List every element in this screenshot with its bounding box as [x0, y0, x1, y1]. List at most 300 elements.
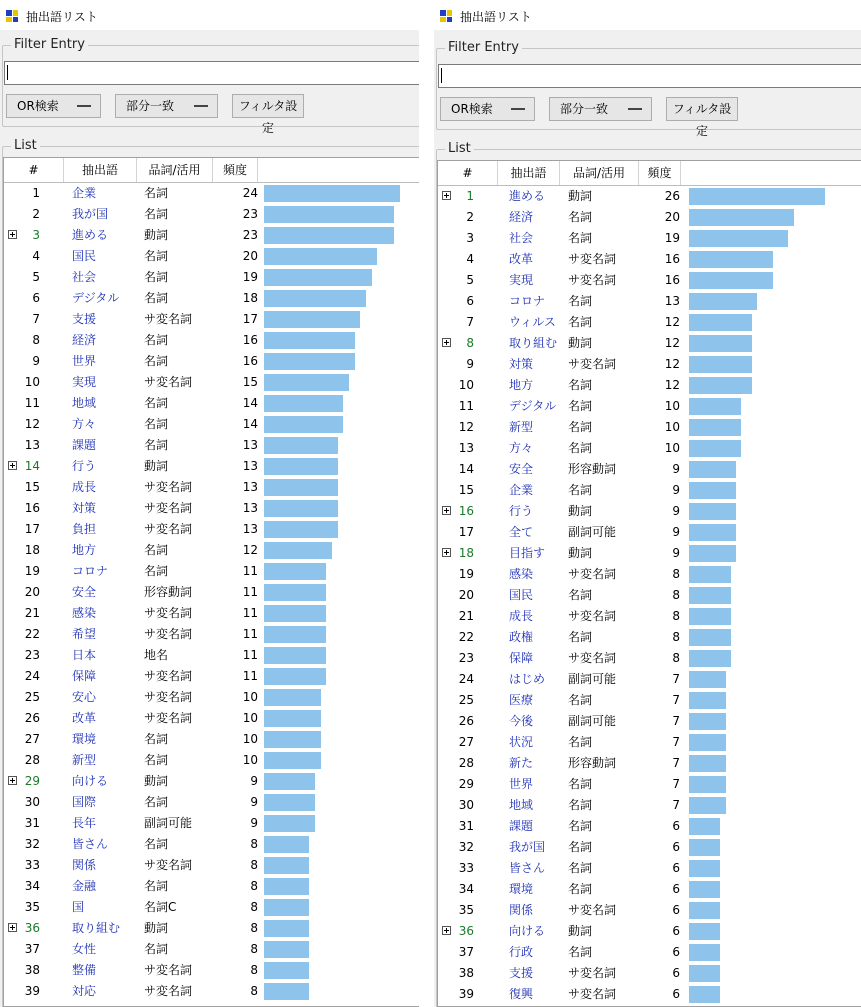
table-row[interactable]	[4, 603, 419, 624]
row-word: 対応	[72, 984, 97, 998]
table-row[interactable]	[438, 585, 861, 606]
match-mode-label: 部分一致	[560, 102, 609, 116]
frequency-bar	[264, 563, 326, 580]
table-row[interactable]	[438, 228, 861, 249]
row-number: 3	[466, 231, 474, 245]
filter-entry-label: Filter Entry	[445, 40, 522, 55]
frequency-bar	[689, 923, 720, 940]
table-row[interactable]	[438, 690, 861, 711]
row-frequency: 13	[242, 438, 258, 452]
row-number: 21	[458, 609, 474, 623]
row-number: 34	[24, 879, 40, 893]
frequency-bar	[264, 689, 321, 706]
table-row[interactable]	[4, 561, 419, 582]
frequency-bar	[264, 500, 338, 517]
row-number: 10	[458, 378, 474, 392]
row-word: 新型	[72, 753, 97, 767]
dropdown-indicator-icon	[77, 105, 91, 107]
frequency-bar	[264, 773, 315, 790]
col-header-word[interactable]: 抽出語	[498, 161, 560, 185]
table-row[interactable]	[4, 498, 419, 519]
row-word: 進める	[509, 189, 546, 203]
frequency-bar	[264, 962, 309, 979]
row-number: 37	[24, 942, 40, 956]
row-number: 24	[458, 672, 474, 686]
row-number: 1	[32, 186, 40, 200]
table-row[interactable]	[4, 519, 419, 540]
row-frequency: 20	[664, 210, 680, 224]
row-pos: 動詞	[568, 504, 593, 518]
frequency-bar	[264, 458, 338, 475]
frequency-bar	[264, 185, 400, 202]
row-number: 12	[458, 420, 474, 434]
row-pos: 名詞	[568, 588, 593, 602]
frequency-bar	[264, 941, 309, 958]
table-row[interactable]	[438, 396, 861, 417]
table-row[interactable]	[438, 417, 861, 438]
row-number: 11	[24, 396, 40, 410]
frequency-bar	[689, 587, 731, 604]
frequency-bar	[689, 188, 825, 205]
match-mode-dropdown[interactable]	[549, 97, 652, 121]
row-pos: サ変名詞	[568, 651, 617, 665]
row-frequency: 18	[242, 291, 258, 305]
row-frequency: 6	[672, 987, 680, 1001]
table-header	[438, 161, 861, 186]
row-word: 目指す	[509, 546, 546, 560]
table-row[interactable]	[438, 669, 861, 690]
table-row[interactable]	[4, 666, 419, 687]
row-number: 13	[24, 438, 40, 452]
table-row[interactable]	[438, 249, 861, 270]
row-frequency: 6	[672, 819, 680, 833]
table-row[interactable]	[4, 687, 419, 708]
col-header-freq[interactable]: 頻度	[213, 158, 258, 182]
table-row[interactable]	[438, 207, 861, 228]
row-word: 企業	[72, 186, 97, 200]
frequency-bar	[689, 986, 720, 1003]
row-pos: 名詞	[144, 438, 169, 452]
frequency-bar	[264, 920, 309, 937]
match-mode-label: 部分一致	[126, 99, 175, 113]
table-row[interactable]	[438, 564, 861, 585]
search-mode-dropdown[interactable]	[440, 97, 535, 121]
row-word: 我が国	[509, 840, 546, 854]
filter-entry-label: Filter Entry	[11, 37, 88, 52]
table-row[interactable]	[438, 732, 861, 753]
table-row[interactable]	[438, 858, 861, 879]
row-word: 皆さん	[72, 837, 109, 851]
dropdown-indicator-icon	[511, 108, 525, 110]
table-row[interactable]	[4, 939, 419, 960]
table-row[interactable]	[4, 792, 419, 813]
table-row[interactable]	[438, 900, 861, 921]
row-word: 世界	[72, 354, 97, 368]
table-row[interactable]	[438, 963, 861, 984]
frequency-bar	[264, 353, 355, 370]
table-row[interactable]	[438, 522, 861, 543]
row-frequency: 9	[672, 546, 680, 560]
table-row[interactable]	[4, 540, 419, 561]
row-number: 35	[24, 900, 40, 914]
table-row[interactable]	[4, 393, 419, 414]
filter-settings-button[interactable]: フィルタ設定	[666, 97, 738, 121]
frequency-bar	[689, 860, 720, 877]
table-row[interactable]	[438, 837, 861, 858]
row-word: 改革	[72, 711, 97, 725]
row-pos: サ変名詞	[144, 690, 193, 704]
match-mode-dropdown[interactable]	[115, 94, 218, 118]
row-frequency: 9	[250, 795, 258, 809]
col-header-pos[interactable]: 品詞/活用	[137, 158, 213, 182]
col-header-word[interactable]: 抽出語	[64, 158, 137, 182]
table-row[interactable]	[4, 918, 419, 939]
row-number: 1	[466, 189, 474, 203]
window-title: 抽出語リスト	[26, 10, 98, 24]
row-word: 安全	[72, 585, 97, 599]
row-frequency: 8	[672, 651, 680, 665]
row-pos: 名詞	[144, 417, 169, 431]
row-word: デジタル	[72, 291, 120, 305]
row-frequency: 12	[242, 543, 258, 557]
row-frequency: 26	[664, 189, 680, 203]
table-row[interactable]	[4, 960, 419, 981]
table-row[interactable]	[4, 582, 419, 603]
row-number: 7	[466, 315, 474, 329]
table-row[interactable]	[4, 477, 419, 498]
table-row[interactable]	[438, 627, 861, 648]
row-word: 経済	[72, 333, 97, 347]
row-number: 28	[458, 756, 474, 770]
frequency-bar	[264, 311, 360, 328]
row-pos: 名詞	[144, 543, 169, 557]
frequency-bar	[689, 902, 720, 919]
table-row[interactable]	[438, 438, 861, 459]
row-word: 対策	[72, 501, 97, 515]
frequency-bar	[264, 752, 321, 769]
row-frequency: 10	[664, 420, 680, 434]
row-number: 17	[458, 525, 474, 539]
row-pos: 名詞	[144, 249, 169, 263]
frequency-bar	[264, 668, 326, 685]
frequency-bar	[264, 437, 338, 454]
frequency-bar	[689, 650, 731, 667]
frequency-bar	[689, 965, 720, 982]
row-frequency: 16	[242, 354, 258, 368]
table-row[interactable]	[4, 456, 419, 477]
row-pos: サ変名詞	[144, 669, 193, 683]
table-row[interactable]	[4, 876, 419, 897]
frequency-bar	[689, 881, 720, 898]
row-word: 日本	[72, 648, 97, 662]
row-word: 取り組む	[509, 336, 558, 350]
row-word: 成長	[72, 480, 97, 494]
row-frequency: 10	[664, 441, 680, 455]
table-row[interactable]	[438, 291, 861, 312]
frequency-bar	[264, 899, 309, 916]
table-row[interactable]	[438, 921, 861, 942]
row-word: 方々	[72, 417, 97, 431]
row-number: 35	[458, 903, 474, 917]
row-pos: 名詞	[568, 882, 593, 896]
row-pos: 名詞	[144, 291, 169, 305]
table-row[interactable]	[4, 771, 419, 792]
table-row[interactable]	[4, 225, 419, 246]
row-number: 18	[458, 546, 474, 560]
filter-settings-button[interactable]: フィルタ設定	[232, 94, 304, 118]
row-pos: 名詞	[568, 693, 593, 707]
row-word: 負担	[72, 522, 97, 536]
row-frequency: 11	[242, 606, 258, 620]
frequency-bar	[264, 521, 338, 538]
row-pos: 名詞	[144, 396, 169, 410]
table-row[interactable]	[4, 351, 419, 372]
row-number: 14	[458, 462, 474, 476]
frequency-bar	[264, 647, 326, 664]
row-word: 環境	[509, 882, 534, 896]
row-pos: 名詞	[144, 732, 169, 746]
row-pos: サ変名詞	[144, 984, 193, 998]
table-row[interactable]	[438, 942, 861, 963]
table-row[interactable]	[4, 855, 419, 876]
table-row[interactable]	[438, 543, 861, 564]
table-row[interactable]	[4, 708, 419, 729]
row-pos: サ変名詞	[568, 252, 617, 266]
table-body	[4, 183, 419, 1002]
word-list-window-left	[0, 0, 419, 1007]
row-pos: 副詞可能	[144, 816, 193, 830]
frequency-bar	[264, 416, 343, 433]
col-header-number[interactable]: #	[4, 158, 64, 182]
col-header-pos[interactable]: 品詞/活用	[560, 161, 639, 185]
row-frequency: 11	[242, 648, 258, 662]
table-row[interactable]	[438, 375, 861, 396]
table-row[interactable]	[4, 729, 419, 750]
row-frequency: 13	[242, 522, 258, 536]
row-pos: 名詞	[568, 945, 593, 959]
row-number: 29	[24, 774, 40, 788]
row-word: 環境	[72, 732, 97, 746]
table-row[interactable]	[438, 501, 861, 522]
row-number: 37	[458, 945, 474, 959]
table-row[interactable]	[4, 288, 419, 309]
table-row[interactable]	[438, 186, 861, 207]
row-number: 38	[458, 966, 474, 980]
table-row[interactable]	[4, 981, 419, 1002]
col-header-freq[interactable]: 頻度	[639, 161, 681, 185]
table-row[interactable]	[438, 795, 861, 816]
table-row[interactable]	[4, 372, 419, 393]
row-pos: 名詞	[568, 294, 593, 308]
frequency-bar	[264, 710, 321, 727]
table-row[interactable]	[438, 312, 861, 333]
row-frequency: 8	[250, 942, 258, 956]
row-pos: 動詞	[568, 336, 593, 350]
row-frequency: 6	[672, 840, 680, 854]
frequency-bar	[689, 944, 720, 961]
row-frequency: 23	[242, 228, 258, 242]
row-number: 36	[24, 921, 40, 935]
frequency-bar	[264, 248, 377, 265]
col-header-number[interactable]: #	[438, 161, 498, 185]
row-number: 14	[24, 459, 40, 473]
table-row[interactable]	[438, 480, 861, 501]
app-grid-icon	[6, 10, 18, 22]
table-row[interactable]	[4, 435, 419, 456]
row-number: 18	[24, 543, 40, 557]
row-number: 25	[458, 693, 474, 707]
table-row[interactable]	[438, 459, 861, 480]
row-word: 金融	[72, 879, 97, 893]
row-number: 32	[24, 837, 40, 851]
row-frequency: 9	[672, 462, 680, 476]
table-row[interactable]	[438, 354, 861, 375]
frequency-bar	[689, 545, 736, 562]
table-row[interactable]	[4, 834, 419, 855]
row-frequency: 6	[672, 924, 680, 938]
row-pos: 名詞	[144, 354, 169, 368]
row-pos: 名詞	[144, 186, 169, 200]
table-row[interactable]	[4, 897, 419, 918]
row-word: 経済	[509, 210, 534, 224]
row-pos: 動詞	[568, 924, 593, 938]
dropdown-indicator-icon	[628, 108, 642, 110]
row-frequency: 13	[242, 459, 258, 473]
frequency-bar	[689, 314, 752, 331]
row-number: 21	[24, 606, 40, 620]
row-pos: 動詞	[568, 189, 593, 203]
table-row[interactable]	[438, 606, 861, 627]
table-row[interactable]	[4, 204, 419, 225]
row-number: 31	[458, 819, 474, 833]
row-number: 32	[458, 840, 474, 854]
filter-input[interactable]	[4, 61, 419, 85]
row-number: 30	[24, 795, 40, 809]
row-frequency: 10	[242, 753, 258, 767]
table-row[interactable]	[4, 246, 419, 267]
word-list-table[interactable]	[3, 157, 419, 1007]
word-list-table[interactable]	[437, 160, 861, 1007]
row-frequency: 7	[672, 756, 680, 770]
row-frequency: 12	[664, 357, 680, 371]
row-frequency: 6	[672, 903, 680, 917]
row-frequency: 13	[242, 480, 258, 494]
text-caret	[441, 68, 442, 83]
dropdown-indicator-icon	[194, 105, 208, 107]
frequency-bar	[264, 857, 309, 874]
row-pos: 名詞	[144, 564, 169, 578]
table-row[interactable]	[4, 267, 419, 288]
table-row[interactable]	[438, 774, 861, 795]
filter-input[interactable]	[438, 64, 861, 88]
row-frequency: 8	[250, 963, 258, 977]
row-word: 保障	[72, 669, 97, 683]
row-word: 新た	[509, 756, 534, 770]
row-number: 34	[458, 882, 474, 896]
row-number: 5	[32, 270, 40, 284]
table-row[interactable]	[4, 309, 419, 330]
row-pos: 名詞	[568, 483, 593, 497]
row-number: 23	[458, 651, 474, 665]
table-row[interactable]	[4, 645, 419, 666]
row-word: コロナ	[509, 294, 546, 308]
row-number: 36	[458, 924, 474, 938]
row-number: 20	[458, 588, 474, 602]
row-pos: 名詞	[568, 399, 593, 413]
table-row[interactable]	[4, 813, 419, 834]
row-word: 整備	[72, 963, 97, 977]
row-number: 38	[24, 963, 40, 977]
row-number: 4	[466, 252, 474, 266]
table-row[interactable]	[438, 711, 861, 732]
row-frequency: 7	[672, 735, 680, 749]
row-pos: 名詞	[568, 210, 593, 224]
row-pos: サ変名詞	[144, 963, 193, 977]
row-pos: 名詞	[568, 735, 593, 749]
frequency-bar	[264, 983, 309, 1000]
row-number: 33	[458, 861, 474, 875]
row-frequency: 7	[672, 714, 680, 728]
table-header	[4, 158, 419, 183]
row-pos: サ変名詞	[144, 312, 193, 326]
frequency-bar	[689, 629, 731, 646]
table-body	[438, 186, 861, 1005]
table-row[interactable]	[438, 648, 861, 669]
search-mode-dropdown[interactable]	[6, 94, 101, 118]
row-number: 15	[458, 483, 474, 497]
table-row[interactable]	[4, 414, 419, 435]
row-pos: サ変名詞	[144, 627, 193, 641]
table-row[interactable]	[4, 750, 419, 771]
row-frequency: 11	[242, 627, 258, 641]
frequency-bar	[264, 227, 394, 244]
row-frequency: 8	[250, 837, 258, 851]
row-pos: 名詞	[144, 270, 169, 284]
table-row[interactable]	[438, 984, 861, 1005]
row-number: 3	[32, 228, 40, 242]
row-frequency: 20	[242, 249, 258, 263]
row-number: 28	[24, 753, 40, 767]
row-pos: 名詞	[144, 207, 169, 221]
list-label: List	[445, 141, 474, 156]
row-frequency: 13	[664, 294, 680, 308]
row-pos: サ変名詞	[568, 273, 617, 287]
search-mode-label: OR検索	[451, 102, 493, 116]
table-row[interactable]	[4, 330, 419, 351]
row-frequency: 19	[664, 231, 680, 245]
row-number: 2	[32, 207, 40, 221]
table-row[interactable]	[438, 333, 861, 354]
table-row[interactable]	[438, 753, 861, 774]
table-row[interactable]	[438, 816, 861, 837]
row-frequency: 19	[242, 270, 258, 284]
row-number: 4	[32, 249, 40, 263]
row-word: 関係	[509, 903, 534, 917]
row-number: 17	[24, 522, 40, 536]
table-row[interactable]	[438, 270, 861, 291]
row-number: 10	[24, 375, 40, 389]
row-number: 2	[466, 210, 474, 224]
frequency-bar	[264, 374, 349, 391]
table-row[interactable]	[4, 624, 419, 645]
row-frequency: 12	[664, 315, 680, 329]
table-row[interactable]	[4, 183, 419, 204]
row-number: 12	[24, 417, 40, 431]
row-word: 行う	[509, 504, 534, 518]
table-row[interactable]	[438, 879, 861, 900]
row-number: 20	[24, 585, 40, 599]
row-pos: 副詞可能	[568, 672, 617, 686]
